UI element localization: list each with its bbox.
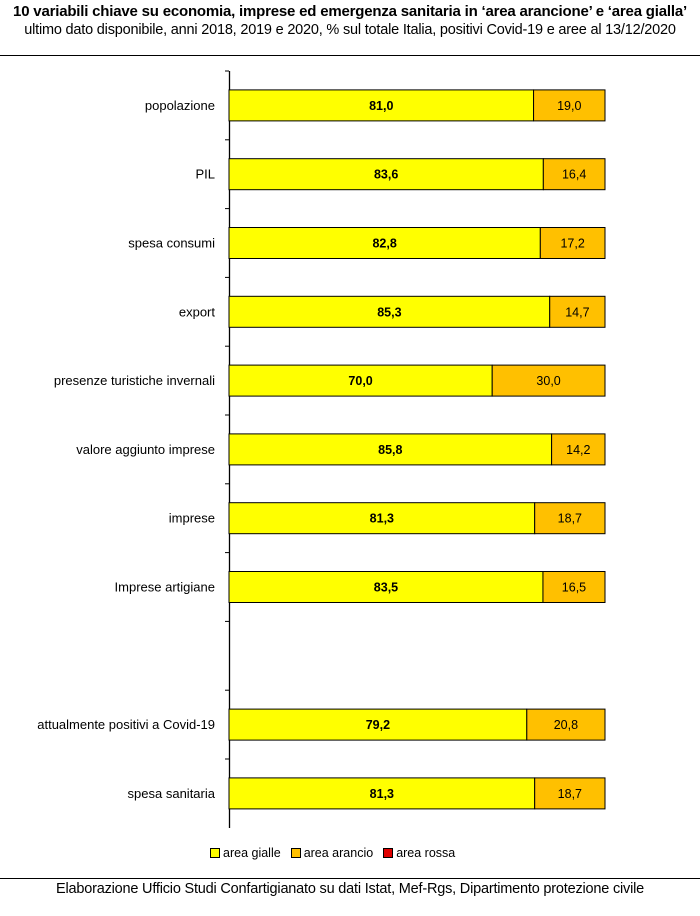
data-label: 81,3 [369,786,395,801]
category-label: spesa sanitaria [127,785,215,801]
data-label: 81,3 [369,511,395,526]
category-label: valore aggiunto imprese [76,441,215,457]
data-label: 16,4 [561,167,587,182]
category-label: imprese [168,510,215,526]
category-label: presenze turistiche invernali [53,373,215,389]
legend-label-rossa: area rossa [396,846,456,860]
category-label: Imprese artigiane [114,579,215,595]
data-label: 14,7 [565,305,590,320]
data-label: 83,5 [373,580,399,595]
chart-legend [210,846,465,860]
legend-item-arancio [291,846,374,860]
data-label: 85,8 [378,442,403,457]
legend-label-gialle: area gialle [223,846,281,860]
data-label: 20,8 [553,718,579,733]
legend-swatch-arancio [291,848,301,858]
category-label: export [178,304,215,320]
category-label: spesa consumi [128,235,215,251]
bottom-divider [0,878,700,879]
chart-subtitle: ultimo dato disponibile, anni 2018, 2019 e 2020, % sul totale Italia, positivi Covid-19 e aree al 13/12/2020 [24,22,676,38]
legend-swatch-gialle [210,848,220,858]
category-label: attualmente positivi a Covid-19 [37,717,215,733]
source-note: Elaborazione Ufficio Studi Confartigianato su dati Istat, Mef-Rgs, Dipartimento protezione civile [55,881,645,897]
category-label: PIL [195,166,215,182]
data-label: 19,0 [557,98,582,113]
legend-item-rossa [383,846,455,860]
data-label: 18,7 [557,511,583,526]
legend-swatch-rossa [383,848,393,858]
data-label: 16,5 [561,580,587,595]
data-label: 85,3 [377,305,402,320]
data-label: 79,2 [365,718,391,733]
chart-title: 10 variabili chiave su economia, imprese ed emergenza sanitaria in ‘area arancione’ e ‘area gialla’ [13,3,687,20]
category-label: popolazione [144,97,215,113]
data-label: 82,8 [372,236,397,251]
data-label: 81,0 [369,98,394,113]
legend-item-gialle [210,846,281,860]
data-label: 70,0 [348,374,373,389]
data-label: 17,2 [560,236,585,251]
data-label: 30,0 [536,374,561,389]
data-label: 18,7 [557,786,583,801]
legend-label-arancio: area arancio [303,846,374,860]
data-label: 83,6 [373,167,399,182]
data-label: 14,2 [566,442,591,457]
